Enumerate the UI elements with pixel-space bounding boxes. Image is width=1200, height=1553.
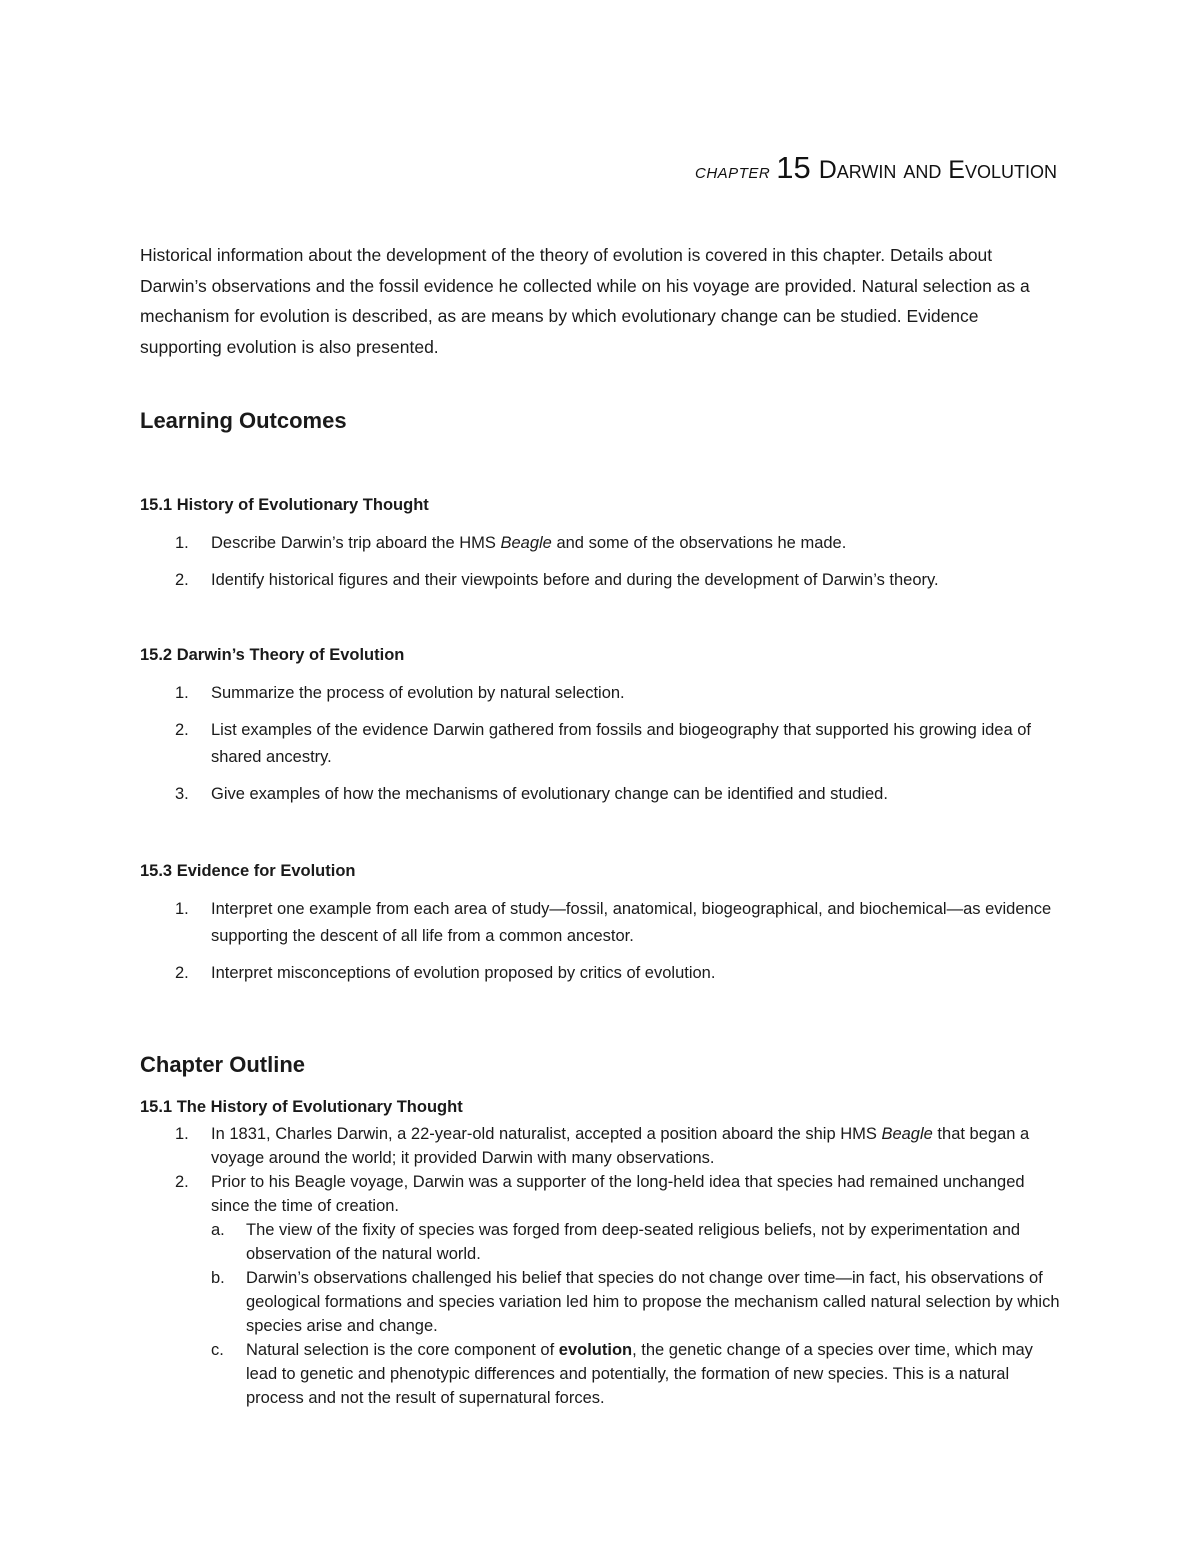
sub-list-item (211, 1266, 1060, 1338)
list-text: and some of the observations he made. (551, 534, 847, 552)
list-item (140, 896, 1060, 950)
lo-list-15-3 (140, 896, 1060, 997)
list-item (140, 717, 1060, 771)
list-item (140, 1170, 1060, 1410)
list-text: Prior to his Beagle voyage, Darwin was a supporter of the long-held idea that species had remained unchanged since the time of creation. (211, 1173, 1025, 1215)
list-number: 1. (175, 1125, 189, 1143)
sub-list (211, 1218, 1060, 1410)
lo-section-heading-15-3: 15.3 Evidence for Evolution (140, 862, 356, 880)
sub-list-item (211, 1218, 1060, 1266)
lo-section-heading-15-2: 15.2 Darwin’s Theory of Evolution (140, 646, 405, 664)
lo-list-15-2 (140, 680, 1060, 818)
list-text: List examples of the evidence Darwin gathered from fossils and biogeography that supported his growing idea of shared ancestry. (211, 721, 1031, 766)
list-number: 1. (175, 900, 189, 918)
list-item (140, 960, 1060, 987)
sub-list-letter: a. (211, 1221, 225, 1239)
list-number: 1. (175, 534, 189, 552)
chapter-name: Darwin and Evolution (818, 156, 1057, 184)
list-number: 2. (175, 571, 189, 589)
outline-list (140, 1122, 1060, 1410)
list-text: In 1831, Charles Darwin, a 22-year-old naturalist, accepted a position aboard the ship HMS (211, 1125, 882, 1143)
list-text: Darwin’s observations challenged his belief that species do not change over time—in fact, his observations of geological formations and species variation led him to propose the mechanism called natural selection by which species arise and change. (246, 1269, 1060, 1335)
list-text: Interpret one example from each area of study—fossil, anatomical, biogeographical, and biochemical—as evidence supporting the descent of all life from a common ancestor. (211, 900, 1052, 945)
list-number: 2. (175, 964, 189, 982)
list-text: Describe Darwin’s trip aboard the HMS (211, 534, 501, 552)
list-number: 1. (175, 684, 189, 702)
list-text: The view of the fixity of species was forged from deep-seated religious beliefs, not by experimentation and observation of the natural world. (246, 1221, 1021, 1263)
sub-list-item (211, 1338, 1060, 1410)
ship-name-italic: Beagle (500, 534, 552, 552)
list-text: Identify historical figures and their viewpoints before and during the development of Darwin’s theory. (211, 571, 939, 589)
chapter-label: CHAPTER (695, 165, 771, 182)
list-text: , the genetic change of a species over time, which may lead to genetic and phenotypic differences and potentially, the formation of new species. This is a natural process and not the result of supernatural forces. (246, 1341, 1033, 1407)
list-text: Give examples of how the mechanisms of evolutionary change can be identified and studied. (211, 785, 888, 803)
list-text: Summarize the process of evolution by natural selection. (211, 684, 625, 702)
list-item (140, 1122, 1060, 1170)
list-text: that began a voyage around the world; it provided Darwin with many observations. (211, 1125, 1030, 1167)
lo-list-15-1 (140, 530, 1060, 604)
list-item (140, 530, 1060, 557)
chapter-intro-paragraph: Historical information about the development of the theory of evolution is covered in this chapter. Details about Darwin’s observations and the fossil evidence he collected while on his voyage are provided. Natural selection as a mechanism for evolution is described, as are means by which evolutionary change can be studied. Evidence supporting evolution is also presented. (140, 245, 1030, 357)
sub-list-letter: b. (211, 1269, 225, 1287)
chapter-title (695, 150, 1057, 186)
list-item (140, 781, 1060, 808)
sub-list-letter: c. (211, 1341, 224, 1359)
list-number: 2. (175, 1173, 189, 1191)
chapter-outline-heading: Chapter Outline (140, 1052, 306, 1077)
chapter-number: 15 (776, 150, 811, 185)
list-number: 2. (175, 721, 189, 739)
list-number: 3. (175, 785, 189, 803)
key-term-bold: evolution (558, 1341, 633, 1359)
outline-section-heading-15-1: 15.1 The History of Evolutionary Thought (140, 1098, 463, 1116)
learning-outcomes-heading: Learning Outcomes (140, 408, 347, 433)
list-text: Interpret misconceptions of evolution proposed by critics of evolution. (211, 964, 716, 982)
ship-name-italic: Beagle (881, 1125, 933, 1143)
list-item (140, 567, 1060, 594)
list-text: Natural selection is the core component of (246, 1341, 559, 1359)
lo-section-heading-15-1: 15.1 History of Evolutionary Thought (140, 496, 429, 514)
list-item (140, 680, 1060, 707)
